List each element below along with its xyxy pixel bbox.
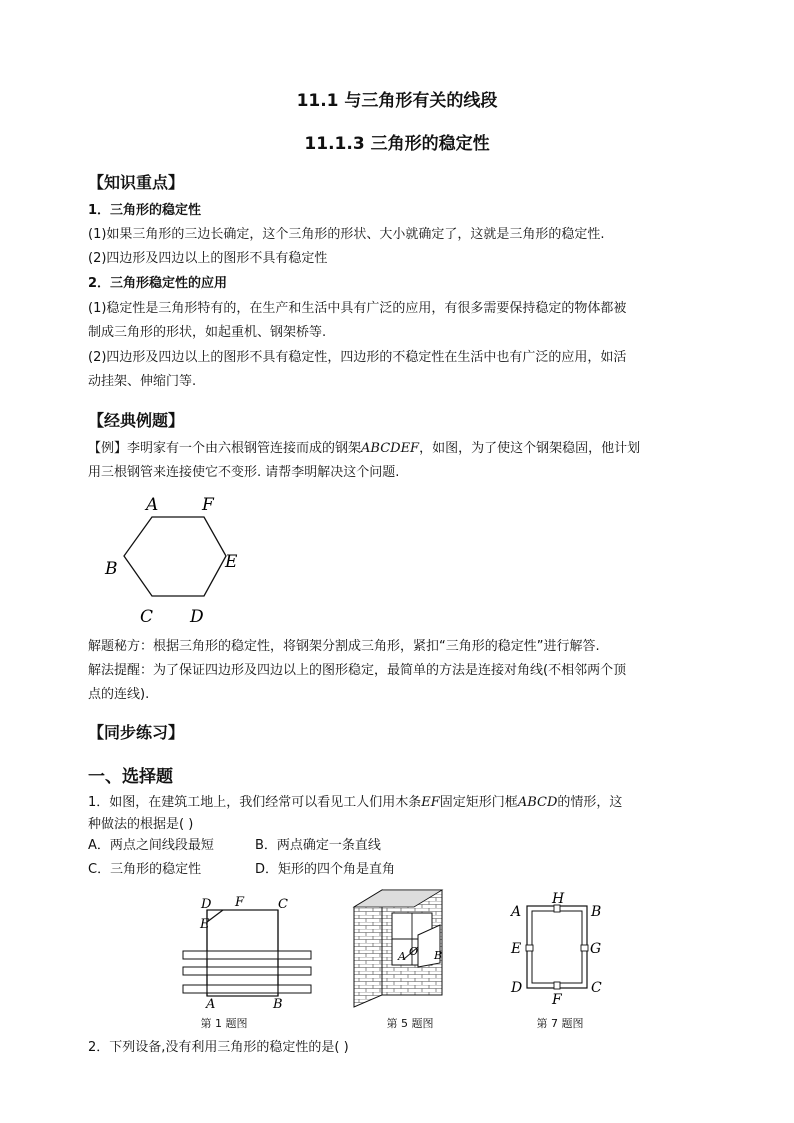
hex-label-f: F	[202, 495, 214, 515]
caption-fig5: 第 5 题图	[386, 1017, 434, 1030]
plank-1	[183, 951, 311, 959]
page-title: 11.1 与三角形有关的线段	[296, 91, 498, 111]
point1-title: 1．三角形的稳定性	[88, 203, 202, 218]
hex-label-a: A	[146, 495, 159, 515]
q1-option-a: A．两点之间线段最短	[88, 838, 214, 853]
q1-var-ef: EF	[421, 795, 440, 810]
point1-line1: (1)如果三角形的三边长确定，这个三角形的形状、大小就确定了，这就是三角形的稳定性.	[88, 227, 605, 242]
section-choice: 一、选择题	[88, 767, 173, 787]
q1-option-c: C．三角形的稳定性	[88, 862, 202, 877]
tip-method: 解题秘方：根据三角形的稳定性，将钢架分割成三角形，紧扣“三角形的稳定性”进行解答.	[88, 639, 600, 654]
point2-line2b: 动挂架、伸缩门等.	[88, 374, 197, 389]
page-subtitle: 11.1.3 三角形的稳定性	[304, 134, 490, 154]
point2-line2a: (2)四边形及四边以上的图形不具有稳定性，四边形的不稳定性在生活中也有广泛的应用，如活	[88, 350, 627, 365]
fig1-label-c: C	[278, 897, 288, 912]
example-var-abcdef: ABCDEF	[361, 441, 420, 456]
wall-side	[354, 890, 382, 1007]
fig1-label-b: B	[273, 997, 283, 1010]
example-line1-pre: 【例】李明家有一个由六根钢管连接而成的钢架	[88, 441, 362, 456]
fig5-label-a: A	[398, 950, 406, 963]
hex-label-d: D	[190, 607, 204, 627]
point2-line1a: (1)稳定性是三角形特有的，在生产和生活中具有广泛的应用，有很多需要保持稳定的物体都被	[88, 301, 627, 316]
plank-3	[183, 985, 311, 993]
figure-q5	[352, 887, 462, 1012]
fig1-label-f: F	[235, 895, 245, 910]
hex-label-e: E	[225, 552, 238, 572]
fig5-label-o: O	[409, 945, 419, 958]
figure-q7	[505, 890, 615, 1010]
caption-fig7: 第 7 题图	[536, 1017, 584, 1030]
q1-pre: 1．如图，在建筑工地上，我们经常可以看见工人们用木条	[88, 795, 422, 810]
fig1-label-d: D	[201, 897, 212, 912]
plank-2	[183, 967, 311, 975]
fig7-label-e: E	[511, 941, 522, 957]
q1-option-d: D．矩形的四个角是直角	[255, 862, 396, 877]
point1-line2: (2)四边形及四边以上的图形不具有稳定性	[88, 251, 328, 266]
practice-heading: 【同步练习】	[88, 723, 185, 742]
hex-label-b: B	[105, 559, 118, 579]
caption-fig1: 第 1 题图	[200, 1017, 248, 1030]
point2-title: 2．三角形稳定性的应用	[88, 276, 228, 291]
figure-q1	[175, 892, 325, 1010]
example-heading: 【经典例题】	[88, 411, 185, 430]
q1-line2: 种做法的根据是( )	[88, 817, 194, 832]
fig7-label-a: A	[511, 904, 522, 920]
frame-outer	[527, 906, 587, 988]
hexagon-figure	[96, 490, 256, 630]
q2-line: 2．下列设备,没有利用三角形的稳定性的是( )	[88, 1040, 349, 1055]
example-line1-post: ，如图，为了使这个钢架稳固，他计划	[419, 441, 641, 456]
fig7-label-b: B	[591, 904, 602, 920]
fig7-label-d: D	[511, 980, 523, 996]
tip-reminder-a: 解法提醒：为了保证四边形及四边以上的图形稳定，最简单的方法是连接对角线(不相邻两个顶	[88, 663, 627, 678]
fig5-label-b: B	[434, 949, 443, 962]
hex-label-c: C	[140, 607, 154, 627]
frame-inner	[532, 911, 582, 983]
example-line1	[88, 437, 718, 461]
point2-line1b: 制成三角形的形状，如起重机、钢架桥等.	[88, 325, 327, 340]
q1-line1	[88, 791, 718, 815]
q1-post: 的情形，这	[557, 795, 623, 810]
example-line2: 用三根钢管来连接使它不变形. 请帮李明解决这个问题.	[88, 465, 400, 480]
fig7-label-h: H	[552, 891, 565, 907]
fig1-label-e: E	[200, 917, 210, 932]
fig7-label-f: F	[552, 992, 562, 1008]
fig1-label-a: A	[206, 997, 216, 1010]
fig7-label-c: C	[591, 980, 602, 996]
fig7-label-g: G	[590, 941, 602, 957]
tip-reminder-b: 点的连线).	[88, 687, 150, 702]
hexagon-shape	[124, 517, 226, 596]
q1-option-b: B．两点确定一条直线	[255, 838, 381, 853]
q1-var-abcd: ABCD	[517, 795, 558, 810]
q1-mid: 固定矩形门框	[439, 795, 518, 810]
knowledge-heading: 【知识重点】	[88, 173, 185, 192]
